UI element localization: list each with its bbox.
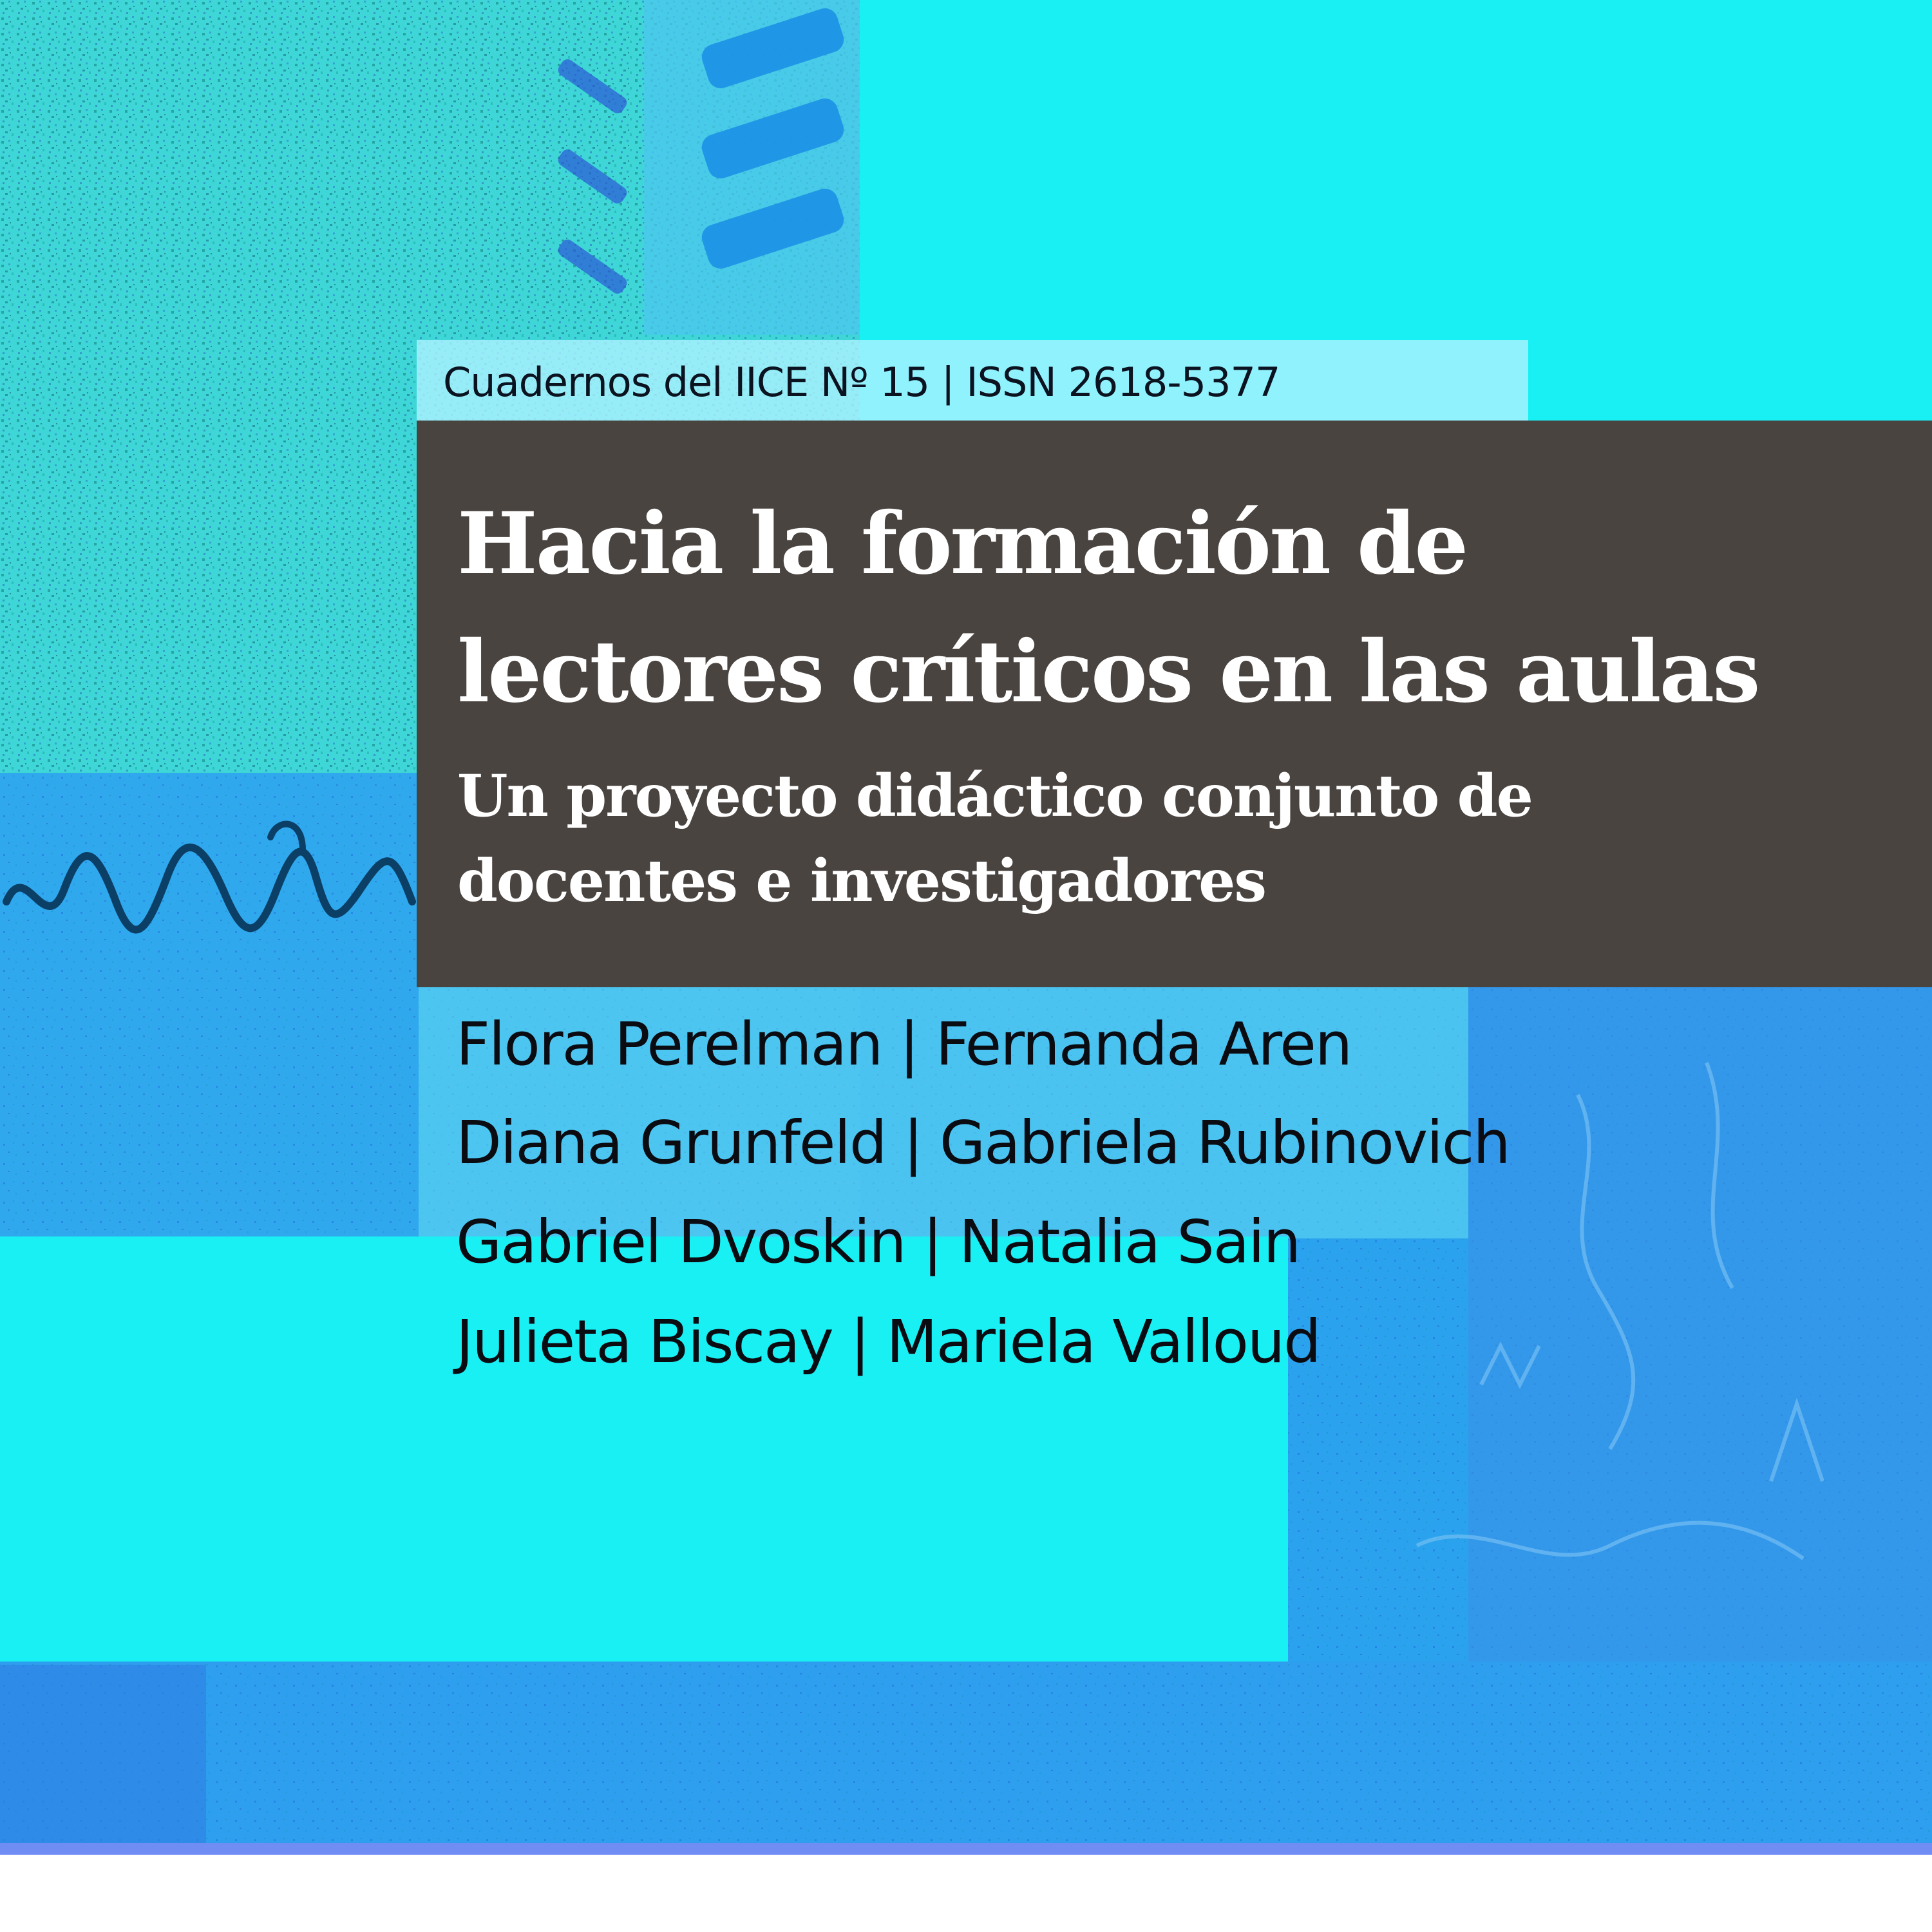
author-line-3: Gabriel Dvoskin | Natalia Sain — [456, 1208, 1300, 1276]
author-line-2: Diana Grunfeld | Gabriela Rubinovich — [456, 1108, 1510, 1177]
book-subtitle-line-2: docentes e investigadores — [457, 847, 1266, 915]
bottom-rule — [0, 1843, 1932, 1855]
series-issn-line: Cuadernos del IICE Nº 15 | ISSN 2618-5377 — [443, 359, 1280, 406]
book-subtitle-line-1: Un proyecto didáctico conjunto de — [457, 762, 1532, 830]
book-title-line-1: Hacia la formación de — [457, 494, 1467, 594]
author-line-1: Flora Perelman | Fernanda Aren — [456, 1010, 1352, 1079]
author-line-4: Julieta Biscay | Mariela Valloud — [456, 1307, 1320, 1376]
book-title-line-2: lectores críticos en las aulas — [457, 622, 1759, 722]
